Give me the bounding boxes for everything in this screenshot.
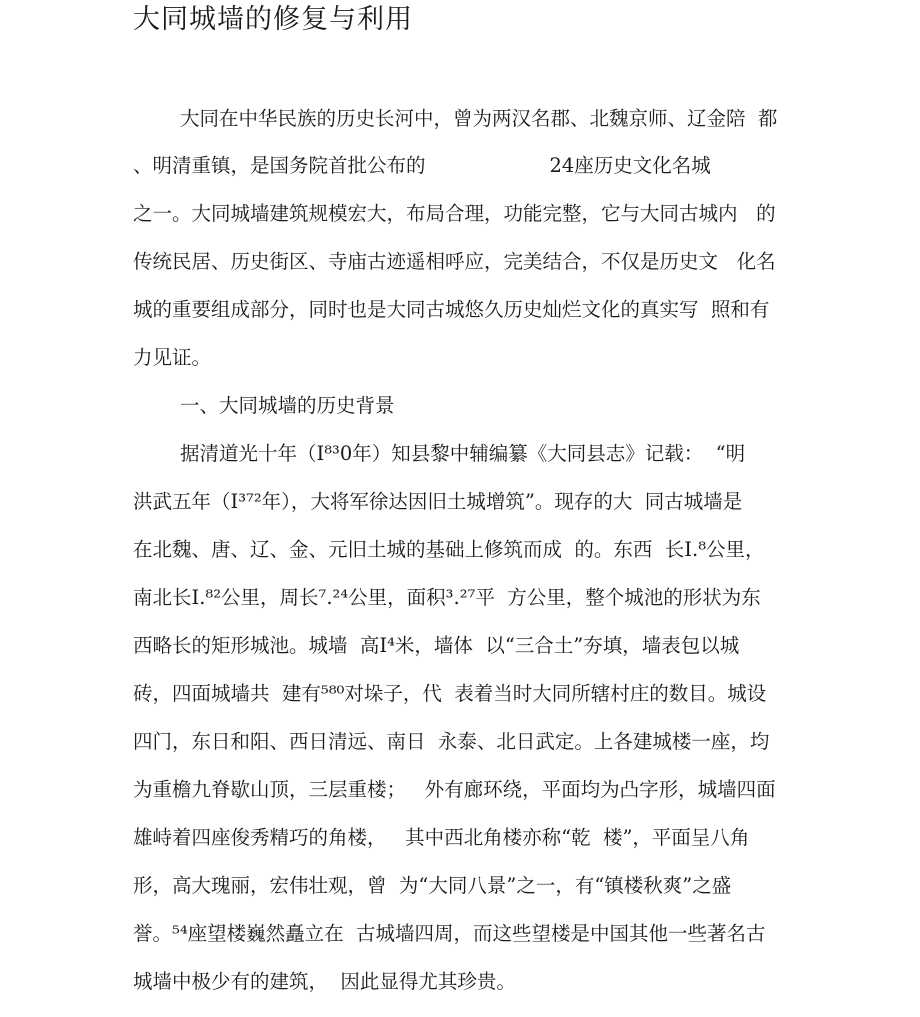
section-line-8: 为重檐九脊歇山顶，三层重楼； 外有廊环绕，平面均为凸字形，城墙四面 — [133, 778, 776, 801]
intro-line-6: 力见证。 — [133, 346, 212, 369]
intro-line-3: 之一。大同城墙建筑规模宏大，布局合理，功能完整，它与大同古城内 的 — [133, 202, 776, 225]
section-line-5: 西略长的矩形城池。城墙 高I⁴米，墙体 以“三合土”夯填，墙表包以城 — [133, 634, 740, 657]
section-line-2: 洪武五年（I³⁷²年），大将军徐达因旧土城增筑”。现存的大 同古城墙是 — [133, 490, 743, 513]
section-line-10: 形，高大瑰丽，宏伟壮观，曾 为“大同八景”之一，有“镇楼秋爽”之盛 — [133, 874, 732, 897]
intro-line-2: 、明清重镇，是国务院首批公布的 24座历史文化名城 — [133, 154, 711, 177]
section-line-12: 城墙中极少有的建筑， 因此显得尤其珍贵。 — [133, 970, 516, 993]
section-heading: 一、大同城墙的历史背景 — [180, 394, 395, 417]
section-line-11: 誉。⁵⁴座望楼巍然矗立在 古城墙四周，而这些望楼是中国其他一些著名古 — [133, 922, 766, 945]
intro-line-4: 传统民居、历史街区、寺庙古迹遥相呼应，完美结合，不仅是历史文 化名 — [133, 250, 776, 273]
intro-line-1: 大同在中华民族的历史长河中，曾为两汉名郡、北魏京师、辽金陪 都 — [180, 107, 778, 130]
section-line-4: 南北长I.⁸²公里，周长⁷.²⁴公里，面积³.²⁷平 方公里，整个城池的形状为东 — [133, 586, 761, 609]
section-line-9: 雄峙着四座俊秀精巧的角楼， 其中西北角楼亦称“乾 楼”，平面呈八角 — [133, 826, 750, 849]
section-line-7: 四门，东日和阳、西日清远、南日 永泰、北日武定。上各建城楼一座，均 — [133, 730, 770, 753]
document-title: 大同城墙的修复与利用 — [133, 4, 413, 35]
section-line-1: 据清道光十年（I⁸³0年）知县黎中辅编纂《大同县志》记载： “明 — [180, 442, 746, 465]
section-line-3: 在北魏、唐、辽、金、元旧土城的基础上修筑而成 的。东西 长I.⁸公里， — [133, 538, 765, 561]
intro-line-5: 城的重要组成部分，同时也是大同古城悠久历史灿烂文化的真实写 照和有 — [133, 298, 770, 321]
section-line-6: 砖，四面城墙共 建有⁵⁸⁰对垛子，代 表着当时大同所辖村庄的数目。城设 — [133, 682, 767, 705]
